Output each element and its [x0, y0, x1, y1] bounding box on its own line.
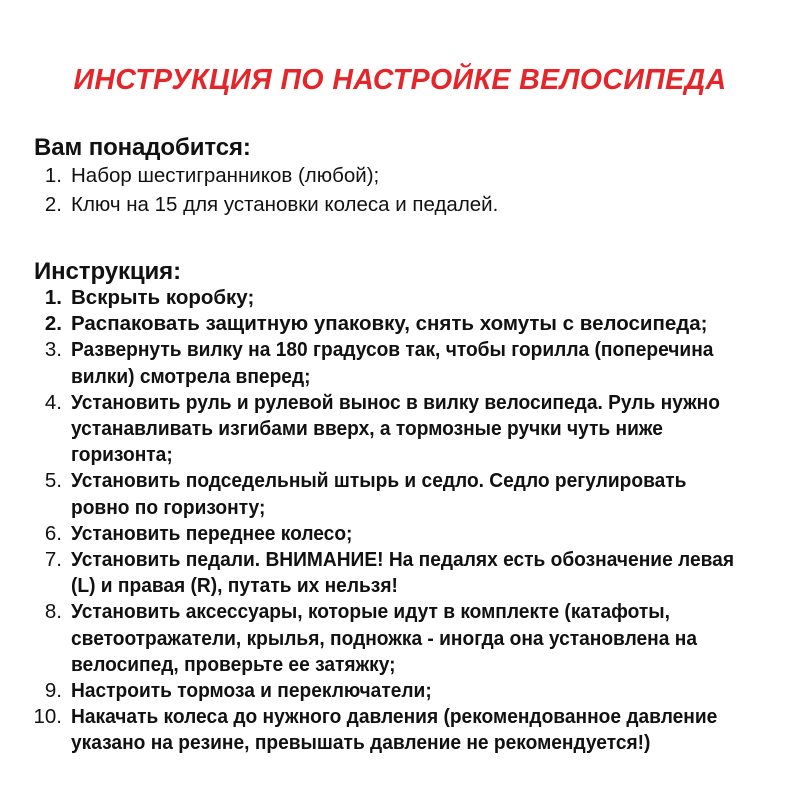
- list-item-text: Настроить тормоза и переключатели;: [71, 679, 432, 703]
- list-item-number: 9.: [44, 679, 62, 703]
- list-item-text: Развернуть вилку на 180 градусов так, чтобы горилла (поперечина вилки) смотрела вперед;: [71, 338, 714, 388]
- list-item-number: 4.: [44, 390, 62, 414]
- page-title: ИНСТРУКЦИЯ ПО НАСТРОЙКЕ ВЕЛОСИПЕДА: [73, 64, 727, 97]
- list-item: [20, 599, 790, 678]
- list-item: [20, 468, 790, 520]
- needs-list: [36, 161, 736, 219]
- list-item-text: Установить руль и рулевой вынос в вилку велосипеда. Руль нужно устанавливать изгибами вверх, а тормозные ручки чуть ниже горизонта;: [71, 390, 720, 467]
- list-item-number: 3.: [44, 338, 62, 362]
- list-item: [20, 337, 790, 389]
- list-item-text: Установить аксессуары, которые идут в комплекте (катафоты, светоотражатели, крылья, подножка - иногда она установлена на велосипед, проверьте ее затяжку;: [71, 600, 697, 676]
- list-item-text: Установить переднее колесо;: [71, 521, 353, 545]
- list-item-text: Распаковать защитную упаковку, снять хомуты с велосипеда;: [71, 312, 708, 336]
- list-item-number: 5.: [44, 469, 62, 493]
- list-item-number: 2.: [44, 312, 62, 336]
- list-item: [20, 678, 790, 704]
- list-item: [36, 161, 736, 190]
- list-item: [36, 190, 736, 219]
- list-item-number: 6.: [44, 521, 62, 545]
- list-item-number: 2.: [44, 193, 62, 216]
- list-item-number: 1.: [44, 286, 62, 309]
- list-item: [20, 390, 790, 469]
- list-item-text: Ключ на 15 для установки колеса и педалей.: [71, 193, 499, 216]
- list-item-number: 10.: [33, 705, 62, 729]
- list-item: [20, 704, 790, 756]
- needs-section-heading: Вам понадобится:: [34, 133, 251, 161]
- list-item-text: Установить подседельный штырь и седло. Седло регулировать ровно по горизонту;: [71, 469, 687, 519]
- list-item-text: Установить педали. ВНИМАНИЕ! На педалях есть обозначение левая (L) и правая (R), путать их нельзя!: [71, 548, 735, 598]
- list-item-text: Набор шестигранников (любой);: [71, 164, 380, 187]
- list-item-text: Вскрыть коробку;: [71, 286, 255, 309]
- instructions-section-heading: Инструкция:: [34, 257, 181, 285]
- list-item-number: 8.: [44, 600, 62, 624]
- instructions-list: [20, 285, 790, 757]
- list-item-number: 1.: [44, 164, 62, 187]
- list-item: [20, 311, 790, 337]
- list-item: [20, 547, 790, 599]
- list-item: [20, 521, 790, 547]
- list-item-text: Накачать колеса до нужного давления (рекомендованное давление указано на резине, превышать давление не рекомендуется!): [71, 705, 718, 755]
- list-item-number: 7.: [44, 548, 62, 572]
- list-item: [20, 285, 790, 311]
